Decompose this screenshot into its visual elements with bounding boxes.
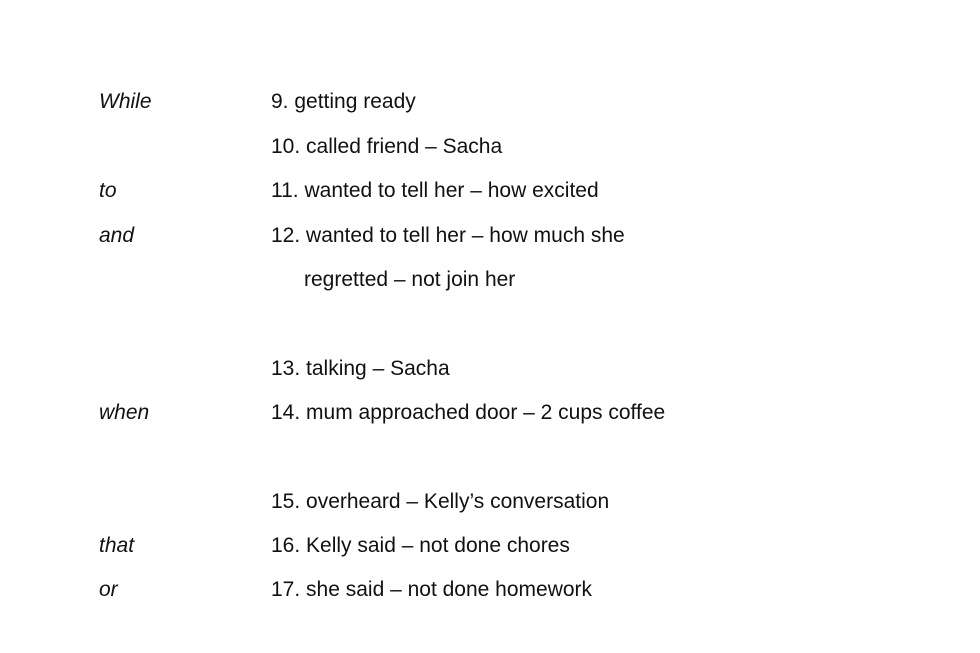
item-text: 12. wanted to tell her – how much she [271, 224, 625, 247]
list-item [0, 176, 980, 206]
item-text: 17. she said – not done homework [271, 578, 593, 601]
item-text: 11. wanted to tell her – how excited [271, 179, 599, 202]
item-text: 16. Kelly said – not done chores [271, 534, 570, 557]
list-item [0, 575, 980, 605]
item-text: 9. getting ready [271, 90, 416, 113]
connective-word: that [99, 534, 135, 557]
item-text: regretted – not join her [304, 268, 516, 291]
list-item [0, 87, 980, 117]
list-item-continuation [0, 265, 980, 295]
list-item [0, 354, 980, 384]
connective-word: to [99, 179, 117, 202]
connective-word: While [99, 90, 152, 113]
list-item [0, 487, 980, 517]
connective-word: and [99, 224, 135, 247]
item-text: 14. mum approached door – 2 cups coffee [271, 401, 666, 424]
item-text: 15. overheard – Kelly’s conversation [271, 490, 610, 513]
connective-word: when [99, 401, 150, 424]
list-item [0, 398, 980, 428]
list-item [0, 132, 980, 162]
list-item [0, 531, 980, 561]
item-text: 13. talking – Sacha [271, 357, 450, 380]
item-text: 10. called friend – Sacha [271, 135, 503, 158]
connective-word: or [99, 578, 118, 601]
list-item [0, 221, 980, 251]
